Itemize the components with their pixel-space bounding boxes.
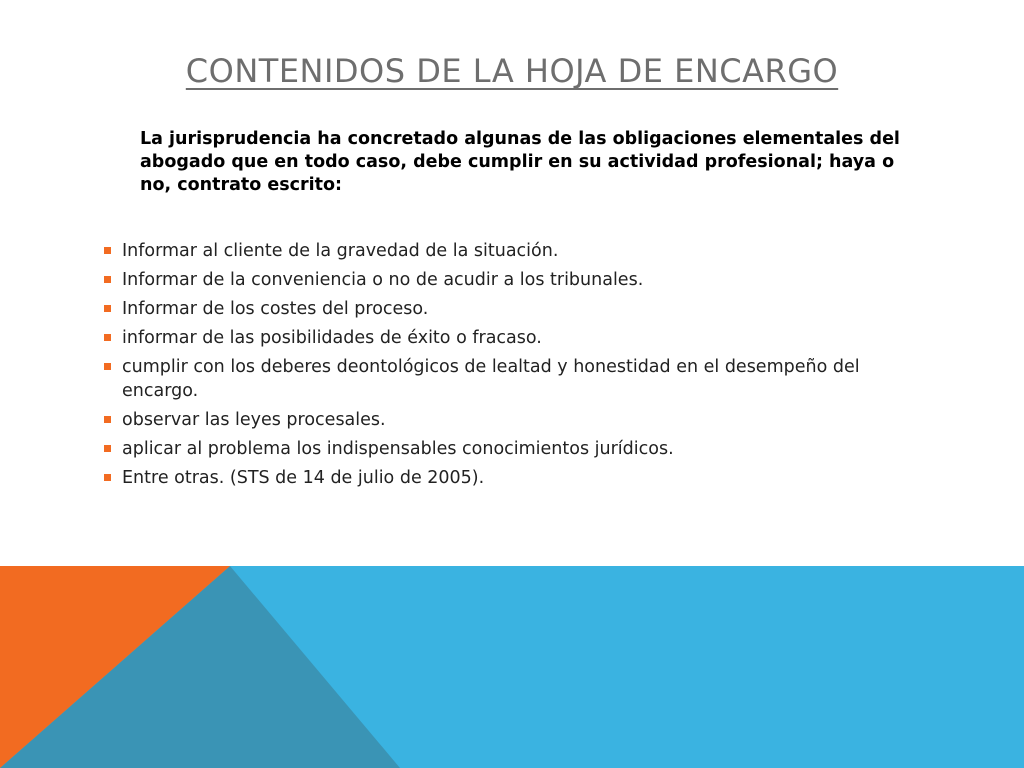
- bullet-item: [100, 298, 920, 322]
- bullet-text: Informar de los costes del proceso.: [122, 299, 429, 319]
- square-bullet-icon: [104, 445, 111, 452]
- square-bullet-icon: [104, 276, 111, 283]
- bullet-text: cumplir con los deberes deontológicos de lealtad y honestidad en el desempeño del encargo.: [122, 357, 860, 401]
- bullet-item: [100, 269, 920, 293]
- bullet-text: observar las leyes procesales.: [122, 409, 386, 430]
- decorative-footer-band: [0, 566, 1024, 768]
- bullet-item: [100, 409, 920, 433]
- bullet-list: [100, 240, 920, 496]
- bullet-text: Entre otras. (STS de 14 de julio de 2005).: [122, 467, 485, 488]
- intro-paragraph: La jurisprudencia ha concretado algunas de las obligaciones elementales del abogado que en todo caso, debe cumplir en su actividad profesional; haya o no, contrato escrito:: [140, 129, 900, 195]
- slide-title: CONTENIDOS DE LA HOJA DE ENCARGO: [185, 52, 839, 90]
- square-bullet-icon: [104, 474, 111, 481]
- bullet-text: aplicar al problema los indispensables conocimientos jurídicos.: [122, 438, 674, 459]
- bullet-item: [100, 356, 920, 403]
- bullet-text: Informar de la conveniencia o no de acudir a los tribunales.: [122, 270, 644, 290]
- bullet-text: informar de las posibilidades de éxito o fracaso.: [122, 328, 542, 348]
- square-bullet-icon: [104, 305, 111, 312]
- square-bullet-icon: [104, 334, 111, 341]
- bullet-item: [100, 327, 920, 351]
- bullet-item: [100, 438, 920, 462]
- bullet-item: [100, 240, 920, 264]
- bullet-text: Informar al cliente de la gravedad de la situación.: [122, 241, 559, 261]
- square-bullet-icon: [104, 247, 111, 254]
- square-bullet-icon: [104, 363, 111, 370]
- square-bullet-icon: [104, 416, 111, 423]
- bullet-item: [100, 467, 920, 491]
